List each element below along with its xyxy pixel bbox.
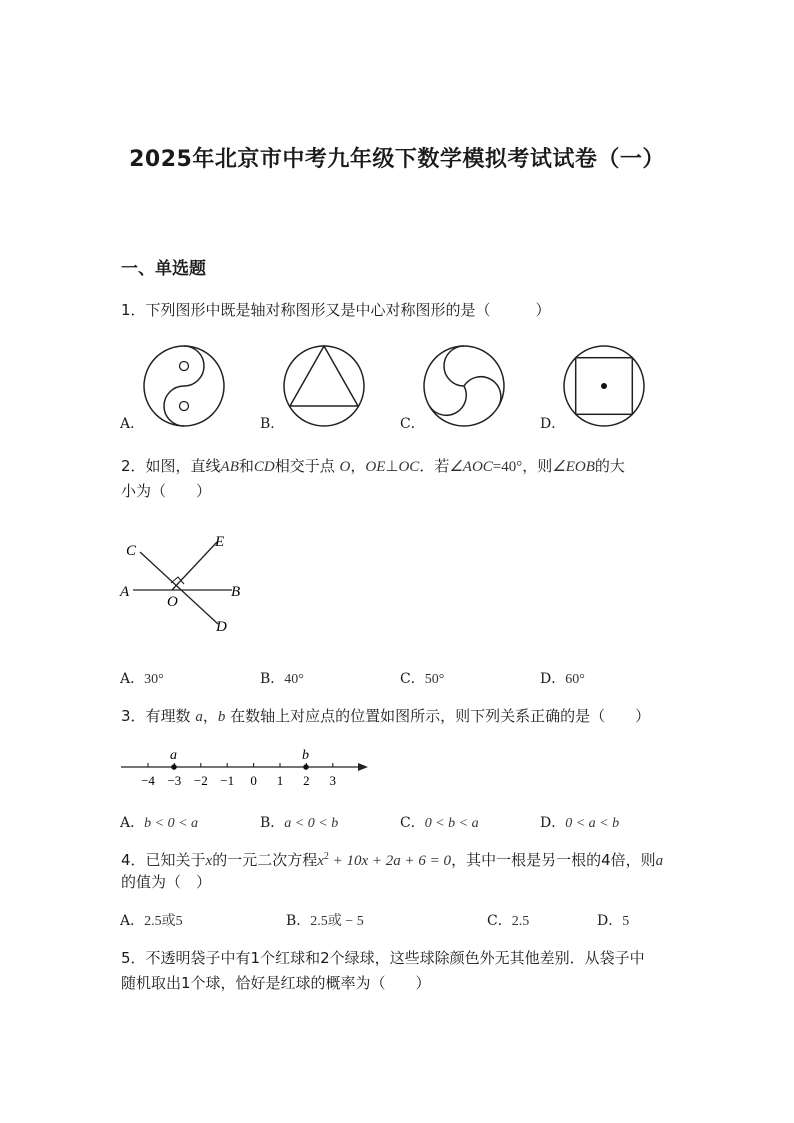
q2-option-c: C．50° bbox=[400, 671, 445, 687]
q2-option-d: D．60° bbox=[540, 671, 585, 687]
q3-option-d: D．0 < a < b bbox=[540, 815, 620, 831]
axis-label-a: a bbox=[170, 748, 177, 763]
q1-option-d: D． bbox=[540, 416, 566, 432]
question-5-line1: 5．不透明袋子中有1个红球和2个绿球，这些球除颜色外无其他差别．从袋子中 bbox=[121, 949, 645, 967]
var-x: x bbox=[205, 853, 213, 869]
q2-oc: OC bbox=[398, 459, 420, 475]
circle-square-figure bbox=[560, 342, 650, 432]
question-2-line2: 小为（ ） bbox=[121, 482, 212, 500]
q2-text: 相交于点 bbox=[274, 457, 335, 475]
q1-option-c: C． bbox=[400, 416, 425, 432]
q2-text: ， bbox=[350, 457, 366, 475]
var-b: b bbox=[217, 709, 226, 725]
yin-yang-figure bbox=[140, 342, 230, 432]
q4-text: ，其中一根是另一根的4倍，则 bbox=[451, 851, 656, 869]
q2-o: O bbox=[339, 459, 351, 475]
question-2-stem bbox=[121, 454, 625, 479]
label-o: O bbox=[167, 594, 178, 610]
label-e: E bbox=[215, 534, 225, 550]
axis-tick-label: −4 bbox=[141, 773, 155, 788]
q1-option-b: B． bbox=[260, 416, 285, 432]
exponent: 2 bbox=[323, 851, 329, 862]
var-a: a bbox=[195, 709, 203, 725]
axis-tick-label: −1 bbox=[220, 773, 235, 788]
angle-aoc: ∠AOC bbox=[449, 459, 493, 475]
q2-option-b: B．40° bbox=[260, 671, 304, 687]
q2-text: 的大 bbox=[594, 457, 625, 475]
q3-option-a: A．b < 0 < a bbox=[120, 815, 199, 831]
q2-text: 和 bbox=[238, 457, 254, 475]
label-d: D bbox=[216, 619, 227, 635]
question-5-line2: 随机取出1个球，恰好是红球的概率为（ ） bbox=[121, 974, 431, 992]
q3-option-c: C．0 < b < a bbox=[400, 815, 479, 831]
axis-tick-label: 1 bbox=[276, 773, 284, 788]
question-1-stem: 1．下列图形中既是轴对称图形又是中心对称图形的是（ ） bbox=[121, 301, 551, 319]
q2-text: ．若 bbox=[419, 457, 450, 475]
q4-option-d: D．5 bbox=[597, 913, 630, 929]
q2-ab: AB bbox=[220, 459, 239, 475]
question-4-stem bbox=[121, 845, 663, 873]
q4-text: 的一元二次方程 bbox=[212, 851, 318, 869]
q3-text: 3．有理数 bbox=[121, 707, 191, 725]
label-b: B bbox=[231, 584, 241, 600]
q2-option-a: A．30° bbox=[120, 671, 164, 687]
q4-option-a: A．2.5或5 bbox=[120, 913, 183, 929]
axis-tick-label: 3 bbox=[329, 773, 337, 788]
axis-label-b: b bbox=[302, 748, 309, 763]
q2-oe: OE bbox=[365, 459, 386, 475]
angle-eob: ∠EOB bbox=[552, 459, 595, 475]
q2-text: ，则 bbox=[522, 457, 553, 475]
q4-option-b: B．2.5或 − 5 bbox=[286, 913, 364, 929]
page-title: 2025年北京市中考九年级下数学模拟考试试卷（一） bbox=[129, 147, 665, 172]
label-c: C bbox=[126, 543, 137, 559]
q4-text: 4．已知关于 bbox=[121, 851, 206, 869]
number-line-figure bbox=[115, 743, 375, 791]
intersecting-lines-figure bbox=[112, 528, 252, 638]
axis-tick-label: 2 bbox=[303, 773, 310, 788]
three-swirl-figure bbox=[420, 342, 510, 432]
angle-value: 40° bbox=[501, 459, 523, 475]
axis-tick-label: −2 bbox=[193, 773, 208, 788]
equation: x bbox=[317, 853, 324, 869]
q1-option-a: A． bbox=[120, 416, 145, 432]
q3-text: 在数轴上对应点的位置如图所示，则下列关系正确的是（ ） bbox=[230, 707, 651, 725]
section-heading: 一、单选题 bbox=[121, 259, 206, 279]
axis-tick-label: 0 bbox=[250, 773, 257, 788]
circle-triangle-figure bbox=[280, 342, 370, 432]
equals: = bbox=[492, 459, 502, 475]
question-4-line2: 的值为（ ） bbox=[121, 873, 212, 891]
var-a: a bbox=[655, 853, 664, 869]
question-3-stem bbox=[121, 704, 650, 729]
q3-option-b: B．a < 0 < b bbox=[260, 815, 339, 831]
axis-tick-label: −3 bbox=[167, 773, 182, 788]
equation: + 10x + 2a + 6 = 0 bbox=[328, 853, 452, 869]
q4-option-c: C．2.5 bbox=[487, 913, 530, 929]
label-a: A bbox=[120, 584, 130, 600]
q2-text: 2．如图，直线 bbox=[121, 457, 221, 475]
q3-text: ， bbox=[202, 707, 218, 725]
q2-cd: CD bbox=[253, 459, 275, 475]
perp-symbol: ⊥ bbox=[385, 459, 399, 475]
